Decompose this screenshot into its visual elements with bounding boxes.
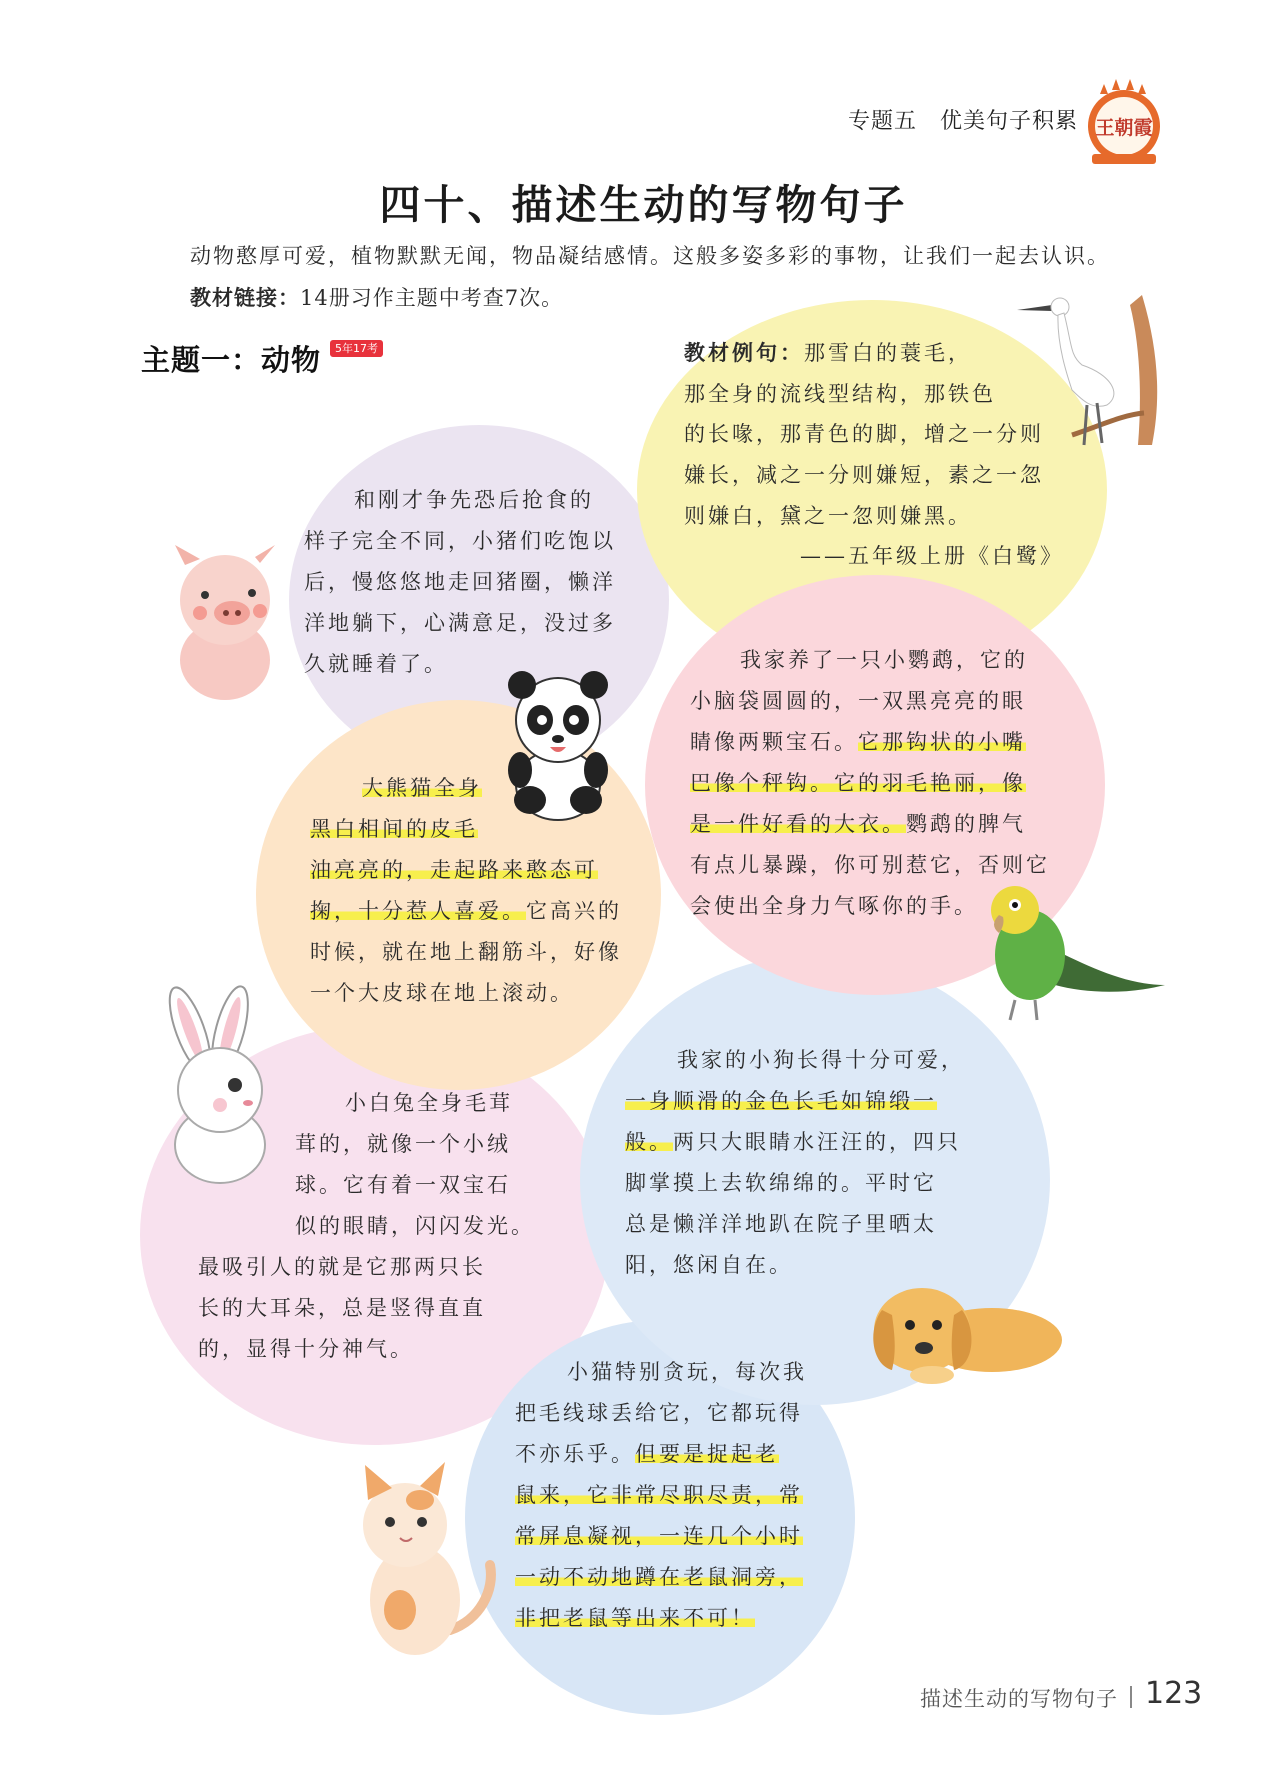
chapter-label: 专题五 优美句子积累 — [848, 109, 1079, 134]
panda-line: 它高兴的 — [526, 899, 622, 923]
panda-line: 一个大皮球在地上滚动。 — [310, 981, 574, 1005]
highlighted-text: 一动不动地蹲在老鼠洞旁， — [515, 1565, 803, 1589]
highlighted-text: 鼠来，它非常尽职尽责，常 — [515, 1483, 803, 1507]
highlighted-text: 它那钩状的小嘴 — [858, 730, 1026, 754]
brand-seal-logo — [1078, 76, 1170, 168]
dog-line: 脚掌摸上去软绵绵的。平时它 — [625, 1171, 937, 1195]
dog-illustration — [862, 1270, 1072, 1394]
svg-text:王朝霞: 王朝霞 — [1095, 117, 1153, 139]
highlighted-text: 非把老鼠等出来不可！ — [515, 1606, 755, 1630]
exam-count-badge: 5年17考 — [330, 340, 383, 357]
egret-line: 的长喙，那青色的脚，增之一分则 — [684, 422, 1044, 446]
rabbit-paragraph-mid — [295, 1124, 535, 1247]
cat-illustration — [330, 1460, 510, 1664]
parrot-line: 睛像两颗宝石。 — [690, 730, 858, 754]
egret-line: 那雪白的蓑毛， — [804, 341, 972, 365]
panda-line: 时候，就在地上翻筋斗，好像 — [310, 940, 622, 964]
dog-line: 阳，悠闲自在。 — [625, 1253, 793, 1277]
panda-illustration — [500, 665, 615, 829]
parrot-line: 会使出全身力气啄你的手。 — [690, 894, 978, 918]
textbook-link-text: 14册习作主题中考查7次。 — [300, 286, 564, 310]
highlighted-text: 但要是捉起老 — [635, 1442, 779, 1466]
pig-line: 久就睡着了。 — [304, 652, 448, 676]
dog-line: 我家的小狗长得十分可爱， — [677, 1048, 965, 1072]
dog-line: 总是懒洋洋地趴在院子里晒太 — [625, 1212, 937, 1236]
pig-line: 和刚才争先恐后抢食的 — [354, 488, 594, 512]
highlighted-text: 掬，十分惹人喜爱。 — [310, 899, 526, 923]
highlighted-text: 是一件好看的大衣。 — [690, 812, 906, 836]
textbook-link-label: 教材链接： — [190, 286, 300, 310]
theme-heading: 主题一：动物 — [141, 343, 322, 377]
rabbit-line: 茸的，就像一个小绒 — [295, 1132, 511, 1156]
highlighted-text: 常屏息凝视，一连几个小时 — [515, 1524, 803, 1548]
pig-line: 洋地躺下，心满意足，没过多 — [304, 611, 616, 635]
dog-line: 两只大眼睛水汪汪的，四只 — [673, 1130, 961, 1154]
parrot-line: 我家养了一只小鹦鹉，它的 — [740, 648, 1028, 672]
egret-source: ——五年级上册《白鹭》 — [800, 544, 1064, 568]
pig-illustration — [160, 545, 295, 709]
textbook-link — [190, 282, 563, 312]
parrot-illustration — [975, 875, 1165, 1029]
highlighted-text: 油亮亮的，走起路来憨态可 — [310, 858, 598, 882]
rabbit-paragraph-top — [345, 1083, 513, 1124]
egret-line: 嫌长，减之一分则嫌短，素之一忽 — [684, 463, 1044, 487]
pig-paragraph — [304, 480, 616, 685]
pig-line: 后，慢悠悠地走回猪圈，懒洋 — [304, 570, 616, 594]
highlighted-text: 黑白相间的皮毛 — [310, 817, 478, 841]
parrot-line: 小脑袋圆圆的，一双黑亮亮的眼 — [690, 689, 1026, 713]
rabbit-line: 球。它有着一双宝石 — [295, 1173, 511, 1197]
egret-paragraph — [684, 333, 996, 415]
page-title: 四十、描述生动的写物句子 — [379, 181, 908, 229]
page-number: 123 — [1145, 1676, 1203, 1711]
cat-line: 把毛线球丢给它，它都玩得 — [515, 1401, 803, 1425]
highlighted-text: 一身顺滑的金色长毛如锦缎一 — [625, 1089, 937, 1113]
rabbit-line: 似的眼睛，闪闪发光。 — [295, 1214, 535, 1238]
footer-divider — [1130, 1686, 1132, 1708]
parrot-line: 鹦鹉的脾气 — [906, 812, 1026, 836]
rabbit-line: 小白兔全身毛茸 — [345, 1091, 513, 1115]
cat-paragraph — [515, 1352, 807, 1639]
cat-line: 小猫特别贪玩，每次我 — [567, 1360, 807, 1384]
rabbit-line: 长的大耳朵，总是竖得直直 — [198, 1296, 486, 1320]
footer-section-title: 描述生动的写物句子 — [920, 1687, 1118, 1711]
egret-illustration — [1012, 285, 1162, 459]
rabbit-line: 最吸引人的就是它那两只长 — [198, 1255, 486, 1279]
parrot-line: 有点儿暴躁，你可别惹它，否则它 — [690, 853, 1050, 877]
pig-line: 样子完全不同，小猪们吃饱以 — [304, 529, 616, 553]
example-label: 教材例句： — [684, 341, 804, 365]
egret-paragraph-cont — [684, 414, 1044, 537]
rabbit-paragraph-bottom — [198, 1247, 486, 1370]
intro-text: 动物憨厚可爱，植物默默无闻，物品凝结感情。这般多姿多彩的事物，让我们一起去认识。 — [190, 244, 1110, 268]
highlighted-text: 巴像个秤钩。它的羽毛艳丽，像 — [690, 771, 1026, 795]
rabbit-illustration — [140, 985, 290, 1189]
dog-paragraph — [625, 1040, 965, 1286]
rabbit-line: 的，显得十分神气。 — [198, 1337, 414, 1361]
highlighted-text: 大熊猫全身 — [362, 776, 482, 800]
egret-line: 那全身的流线型结构，那铁色 — [684, 382, 996, 406]
egret-line: 则嫌白，黛之一忽则嫌黑。 — [684, 504, 972, 528]
cat-line: 不亦乐乎。 — [515, 1442, 635, 1466]
highlighted-text: 般。 — [625, 1130, 673, 1154]
